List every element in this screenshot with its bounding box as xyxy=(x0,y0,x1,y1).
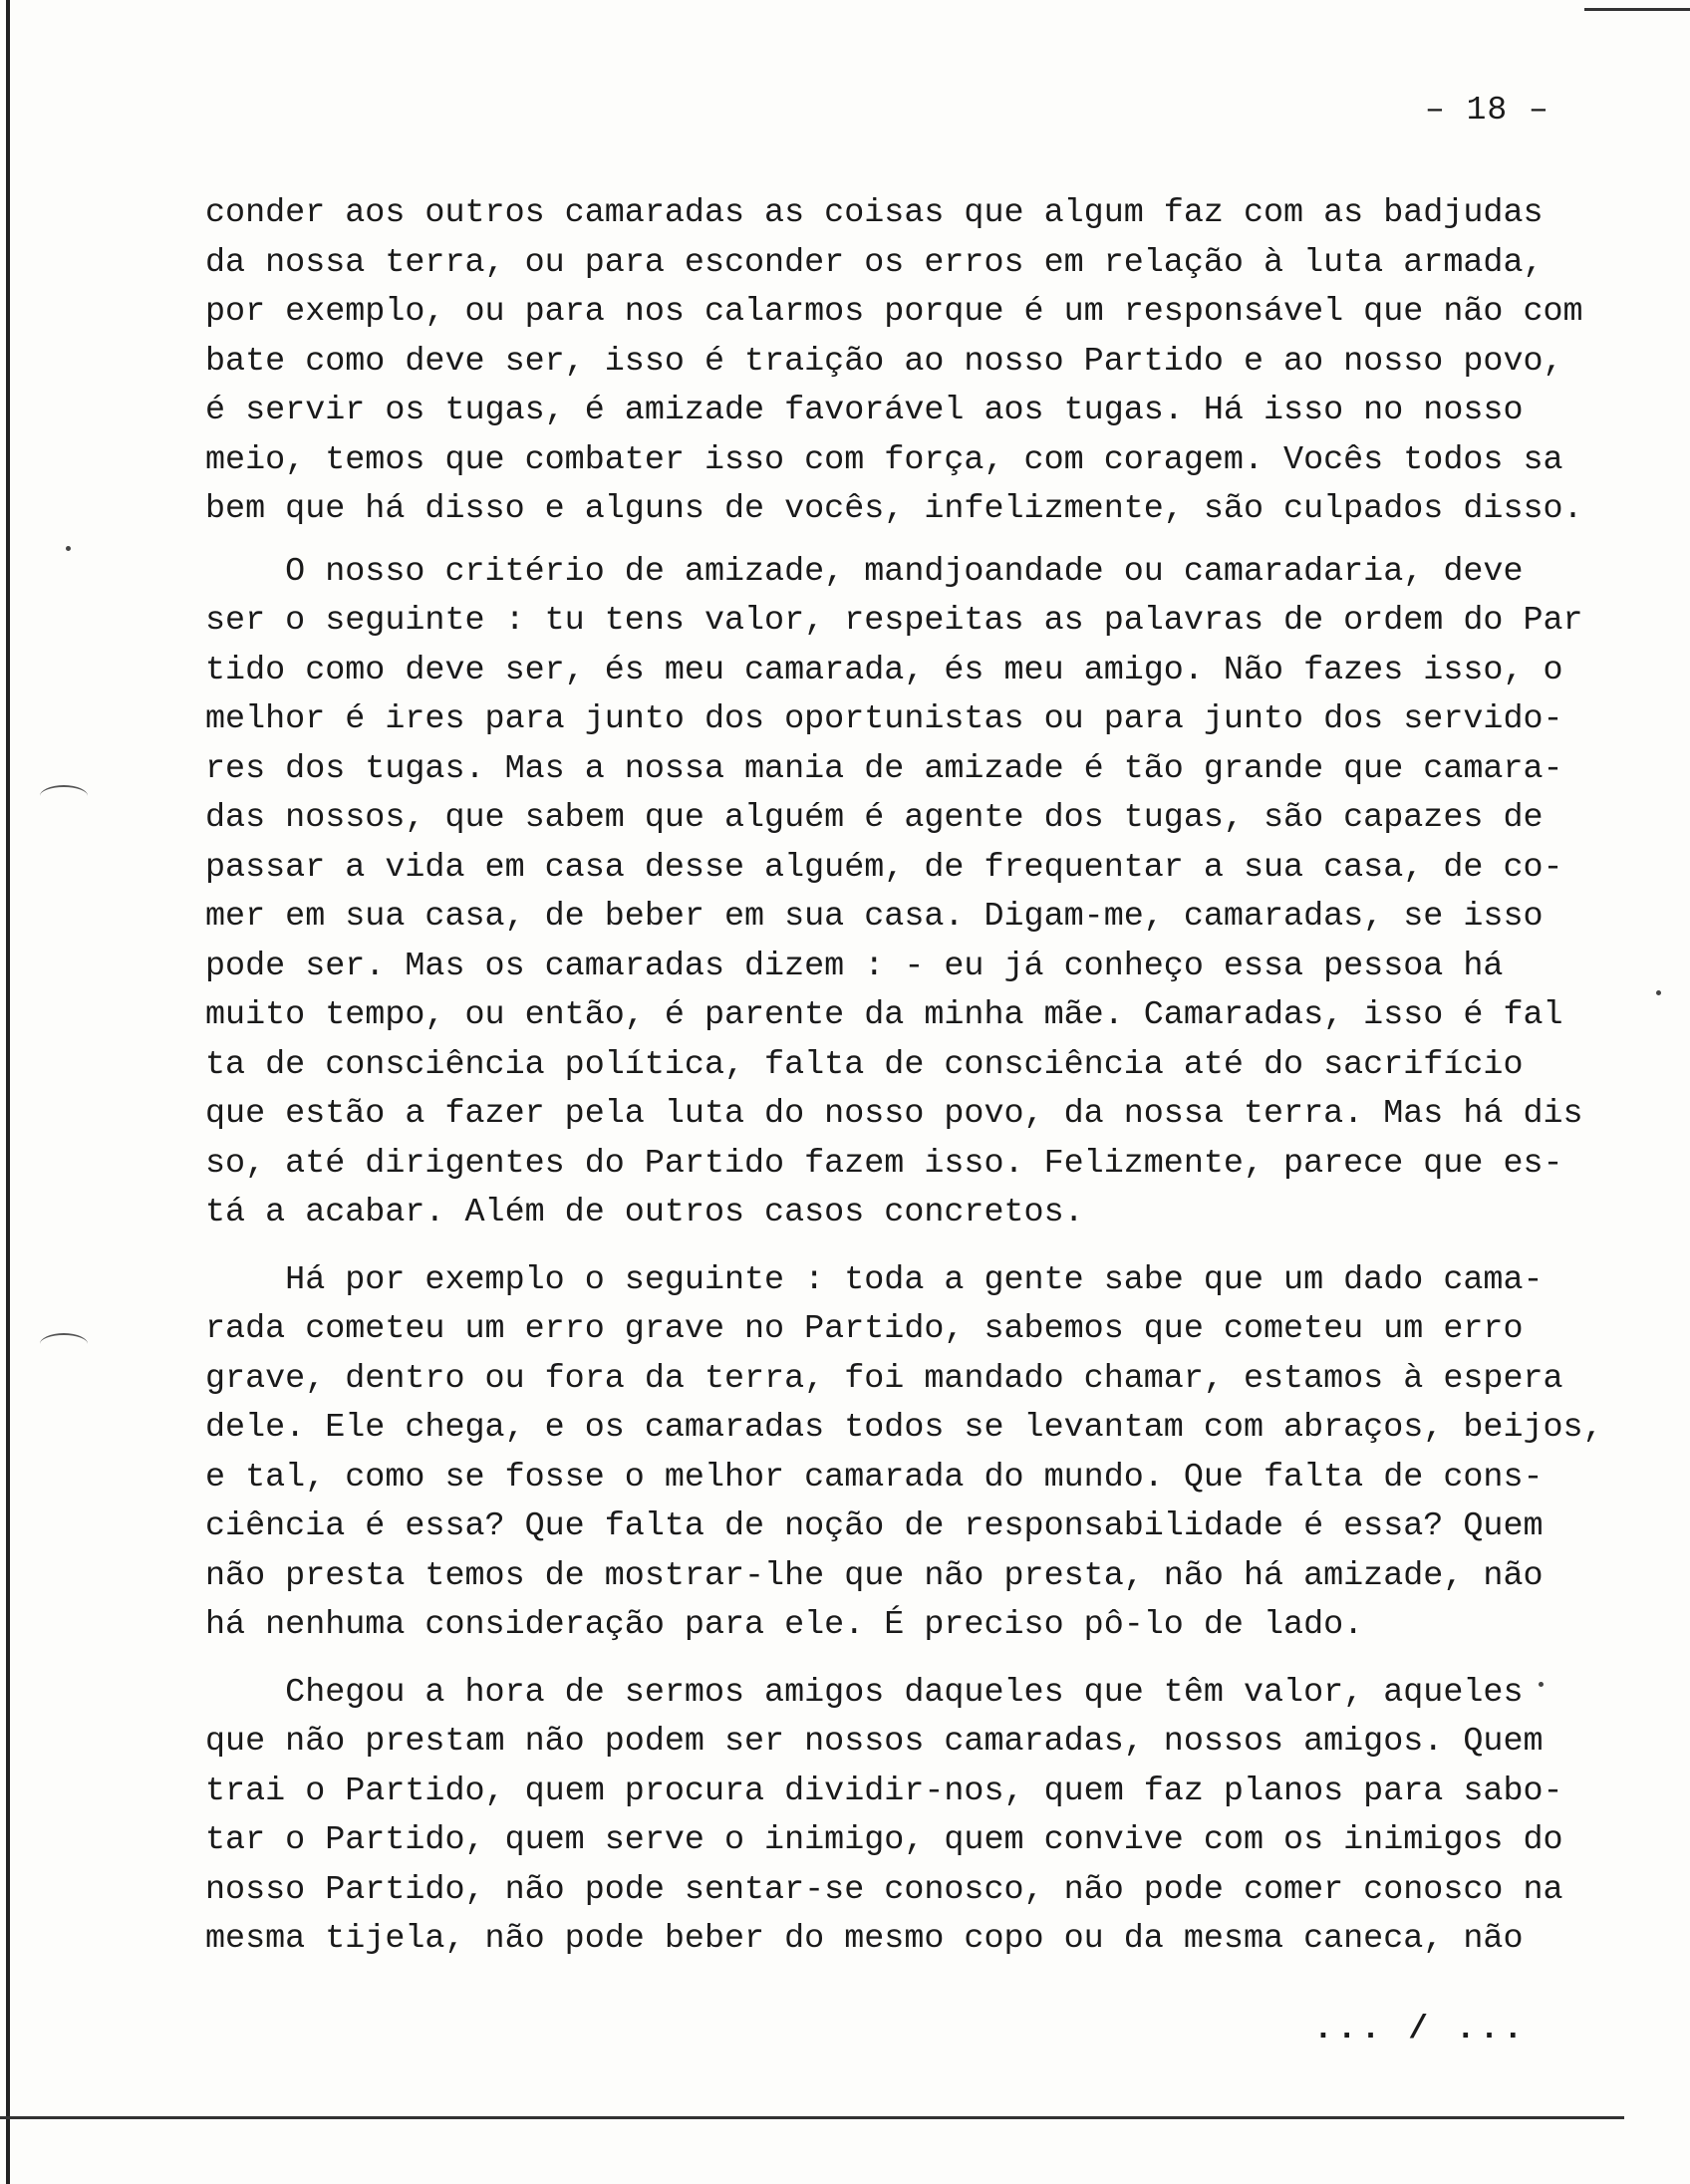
text-line: O nosso critério de amizade, mandjoandade ou camaradaria, deve xyxy=(205,552,1524,591)
text-line: por exemplo, ou para nos calarmos porque é um responsável que não com xyxy=(205,293,1583,331)
text-line: Há por exemplo o seguinte : toda a gente sabe que um dado cama- xyxy=(205,1260,1544,1299)
text-line: é servir os tugas, é amizade favorável aos tugas. Há isso no nosso xyxy=(205,392,1524,429)
text-line: conder aos outros camaradas as coisas que algum faz com as badjudas xyxy=(205,194,1544,232)
text-line: meio, temos que combater isso com força, com coragem. Vocês todos sa xyxy=(205,440,1563,479)
continuation-mark: ... / ... xyxy=(1313,2011,1528,2048)
text-line: muito tempo, ou então, é parente da minha mãe. Camaradas, isso é fal xyxy=(205,996,1563,1034)
text-line: tar o Partido, quem serve o inimigo, quem convive com os inimigos do xyxy=(205,1821,1563,1859)
text-line: res dos tugas. Mas a nossa mania de amizade é tão grande que camara- xyxy=(205,749,1563,788)
text-line: da nossa terra, ou para esconder os erros em relação à luta armada, xyxy=(205,243,1544,282)
text-line: há nenhuma consideração para ele. É preciso pô-lo de lado. xyxy=(205,1606,1364,1644)
text-line: que estão a fazer pela luta do nosso povo, da nossa terra. Mas há dis xyxy=(205,1095,1583,1133)
text-line: tá a acabar. Além de outros casos concretos. xyxy=(205,1194,1084,1231)
text-line: trai o Partido, quem procura dividir-nos, quem faz planos para sabo- xyxy=(205,1772,1563,1810)
ink-speck xyxy=(66,546,71,551)
paragraph-3 xyxy=(205,1256,1640,1651)
text-line: passar a vida em casa desse alguém, de frequentar a sua casa, de co- xyxy=(205,848,1563,887)
text-line: ser o seguinte : tu tens valor, respeitas as palavras de ordem do Par xyxy=(205,602,1583,640)
text-line: nosso Partido, não pode sentar-se conosco, não pode comer conosco na xyxy=(205,1870,1563,1909)
margin-mark xyxy=(40,785,88,807)
paragraph-2 xyxy=(205,548,1640,1238)
document-body xyxy=(205,189,1640,1965)
text-line: rada cometeu um erro grave no Partido, sabemos que cometeu um erro xyxy=(205,1310,1524,1348)
text-line: tido como deve ser, és meu camarada, és meu amigo. Não fazes isso, o xyxy=(205,651,1563,689)
page-edge-top xyxy=(1584,8,1690,11)
paragraph-1 xyxy=(205,189,1640,535)
text-line: Chegou a hora de sermos amigos daqueles que têm valor, aqueles xyxy=(205,1673,1524,1712)
text-line: ta de consciência política, falta de consciência até do sacrifício xyxy=(205,1045,1524,1084)
text-line: bem que há disso e alguns de vocês, infelizmente, são culpados disso. xyxy=(205,490,1583,528)
text-line: que não prestam não podem ser nossos camaradas, nossos amigos. Quem xyxy=(205,1723,1544,1761)
text-line: mesma tijela, não pode beber do mesmo copo ou da mesma caneca, não xyxy=(205,1920,1524,1958)
text-line: melhor é ires para junto dos oportunistas ou para junto dos servido- xyxy=(205,700,1563,738)
text-line: dele. Ele chega, e os camaradas todos se levantam com abraços, beijos, xyxy=(205,1409,1603,1447)
text-line: mer em sua casa, de beber em sua casa. Digam-me, camaradas, se isso xyxy=(205,898,1544,936)
paragraph-4 xyxy=(205,1669,1640,1965)
page-edge-left xyxy=(6,0,10,2184)
text-line: ciência é essa? Que falta de noção de responsabilidade é essa? Quem xyxy=(205,1507,1544,1545)
margin-mark xyxy=(40,1333,88,1355)
text-line: não presta temos de mostrar-lhe que não presta, não há amizade, não xyxy=(205,1556,1544,1595)
text-line: das nossos, que sabem que alguém é agente dos tugas, são capazes de xyxy=(205,799,1544,837)
text-line: so, até dirigentes do Partido fazem isso. Felizmente, parece que es- xyxy=(205,1144,1563,1183)
bottom-rule xyxy=(0,2116,1624,2119)
text-line: pode ser. Mas os camaradas dizem : - eu já conheço essa pessoa há xyxy=(205,947,1504,985)
text-line: e tal, como se fosse o melhor camarada do mundo. Que falta de cons- xyxy=(205,1458,1544,1497)
text-line: bate como deve ser, isso é traição ao nosso Partido e ao nosso povo, xyxy=(205,342,1563,381)
page-number: – 18 – xyxy=(1425,92,1549,129)
ink-speck xyxy=(1656,990,1661,995)
text-line: grave, dentro ou fora da terra, foi mandado chamar, estamos à espera xyxy=(205,1359,1563,1398)
